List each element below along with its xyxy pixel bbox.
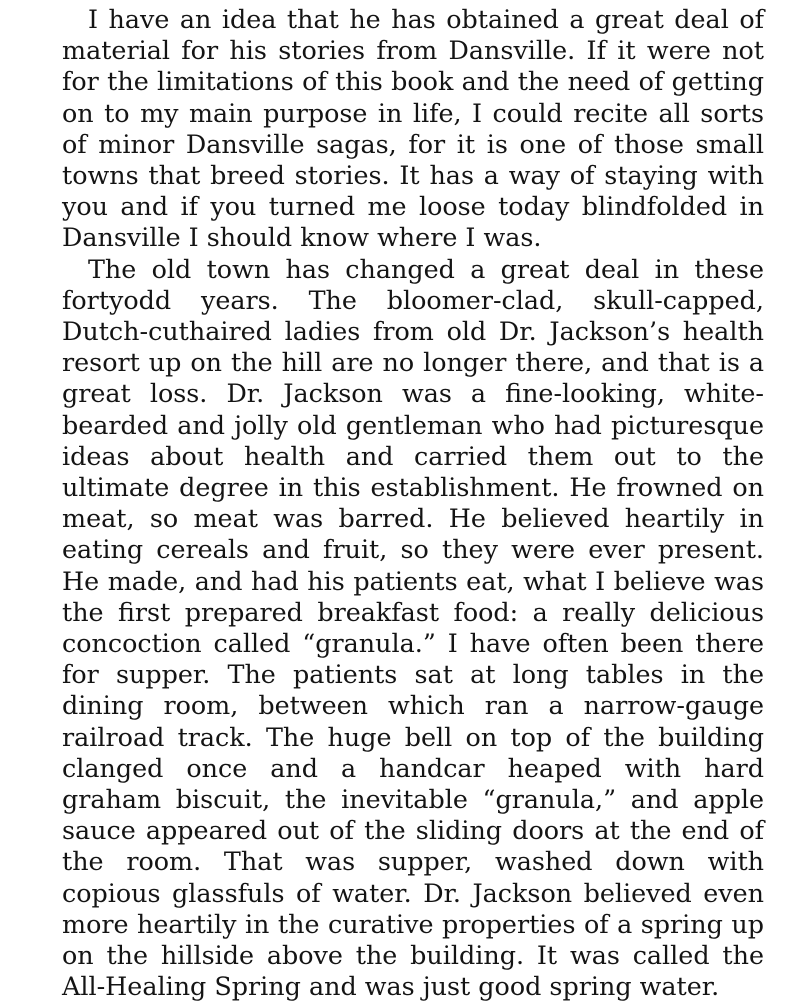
paragraph-old-town: The old town has changed a great deal in these fortyodd years. The bloomer-clad, skull-capped, Dutch-cuthaired ladies from old Dr. Jackson’s health resort up on the hill are no longer there, and that is a great loss. Dr. Jackson was a fine-looking, white-bearded and jolly old gentleman who had picturesque ideas about health and carried them out to the ultimate degree in this establishment. He frowned on meat, so meat was barred. He believed heartily in eating cereals and fruit, so they were ever present. He made, and had his patients eat, what I believe was the first prepared breakfast food: a really delicious concoction called “granula.” I have often been there for supper. The patients sat at long tables in the dining room, between which ran a narrow-gauge railroad track. The huge bell on top of the building clanged once and a handcar heaped with hard graham biscuit, the inevitable “granula,” and apple sauce appeared out of the sliding doors at the end of the room. That was supper, washed down with copious glassfuls of water. Dr. Jackson believed even more heartily in the curative properties of a spring up on the hillside above the building. It was called the All-Healing Spring and was just good spring water.: [62, 253, 764, 1002]
paragraph-dansville-stories: I have an idea that he has obtained a great deal of material for his stories from Dansville. If it were not for the limitations of this book and the need of getting on to my main purpose in life, I could recite all sorts of minor Dansville sagas, for it is one of those small towns that breed stories. It has a way of staying with you and if you turned me loose today blindfolded in Dansville I should know where I was.: [62, 4, 764, 253]
book-page: [62, 4, 764, 1003]
